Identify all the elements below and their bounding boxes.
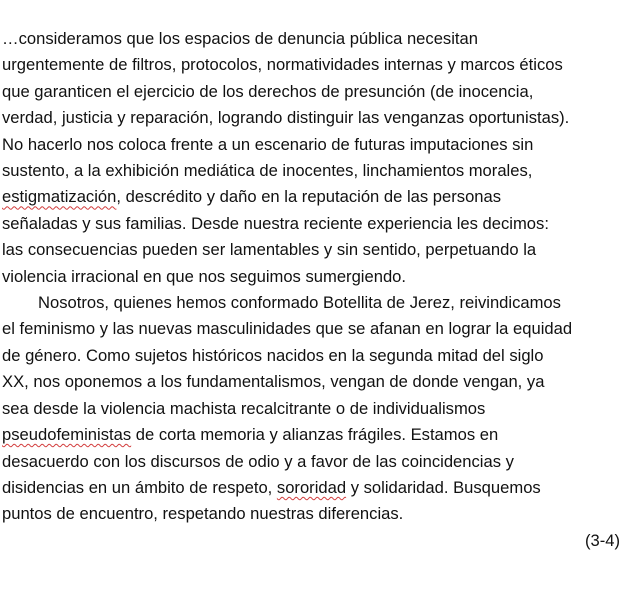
text-line: el feminismo y las nuevas masculinidades que se afanan en lograr la equidad bbox=[2, 319, 573, 339]
text-line: violencia irracional en que nos seguimos sumergiendo. bbox=[2, 266, 407, 286]
text-line bbox=[2, 475, 622, 501]
text-line bbox=[2, 422, 622, 448]
text-fragment: disidencias en un ámbito de respeto, bbox=[2, 477, 277, 497]
text-fragment: y solidaridad. Busquemos bbox=[346, 477, 541, 497]
text-line: que garanticen el ejercicio de los derechos de presunción (de inocencia, bbox=[2, 81, 534, 101]
text-line: señaladas y sus familias. Desde nuestra reciente experiencia les decimos: bbox=[2, 213, 549, 233]
text-line: sea desde la violencia machista recalcitrante o de individualismos bbox=[2, 398, 486, 418]
text-line: desacuerdo con los discursos de odio y a favor de las coincidencias y bbox=[2, 451, 514, 471]
paragraph-2 bbox=[2, 290, 622, 528]
document-body bbox=[2, 26, 622, 554]
text-line bbox=[2, 184, 622, 210]
text-fragment: de corta memoria y alianzas frágiles. Estamos en bbox=[131, 425, 499, 445]
paragraph-1 bbox=[2, 26, 622, 290]
text-line: XX, nos oponemos a los fundamentalismos, vengan de donde vengan, ya bbox=[2, 372, 545, 392]
text-line: No hacerlo nos coloca frente a un escenario de futuras imputaciones sin bbox=[2, 134, 534, 154]
misspelled-word[interactable]: pseudofeministas bbox=[2, 425, 132, 445]
text-line: sustento, a la exhibición mediática de inocentes, linchamientos morales, bbox=[2, 161, 533, 181]
text-line: puntos de encuentro, respetando nuestras diferencias. bbox=[2, 504, 404, 524]
misspelled-word[interactable]: sororidad bbox=[276, 477, 347, 497]
text-line: de género. Como sujetos históricos nacidos en la segunda mitad del siglo bbox=[2, 345, 544, 365]
misspelled-word[interactable]: estigmatización bbox=[2, 187, 117, 207]
text-line: …consideramos que los espacios de denuncia pública necesitan bbox=[2, 29, 478, 48]
text-line: Nosotros, quienes hemos conformado Botellita de Jerez, reivindicamos bbox=[38, 293, 561, 313]
text-line: urgentemente de filtros, protocolos, normatividades internas y marcos éticos bbox=[2, 55, 563, 75]
page-reference: (3-4) bbox=[584, 530, 620, 550]
text-line: las consecuencias pueden ser lamentables y sin sentido, perpetuando la bbox=[2, 240, 537, 260]
text-line: verdad, justicia y reparación, logrando distinguir las venganzas oportunistas). bbox=[2, 108, 570, 128]
text-fragment: , descrédito y daño en la reputación de las personas bbox=[116, 187, 502, 207]
